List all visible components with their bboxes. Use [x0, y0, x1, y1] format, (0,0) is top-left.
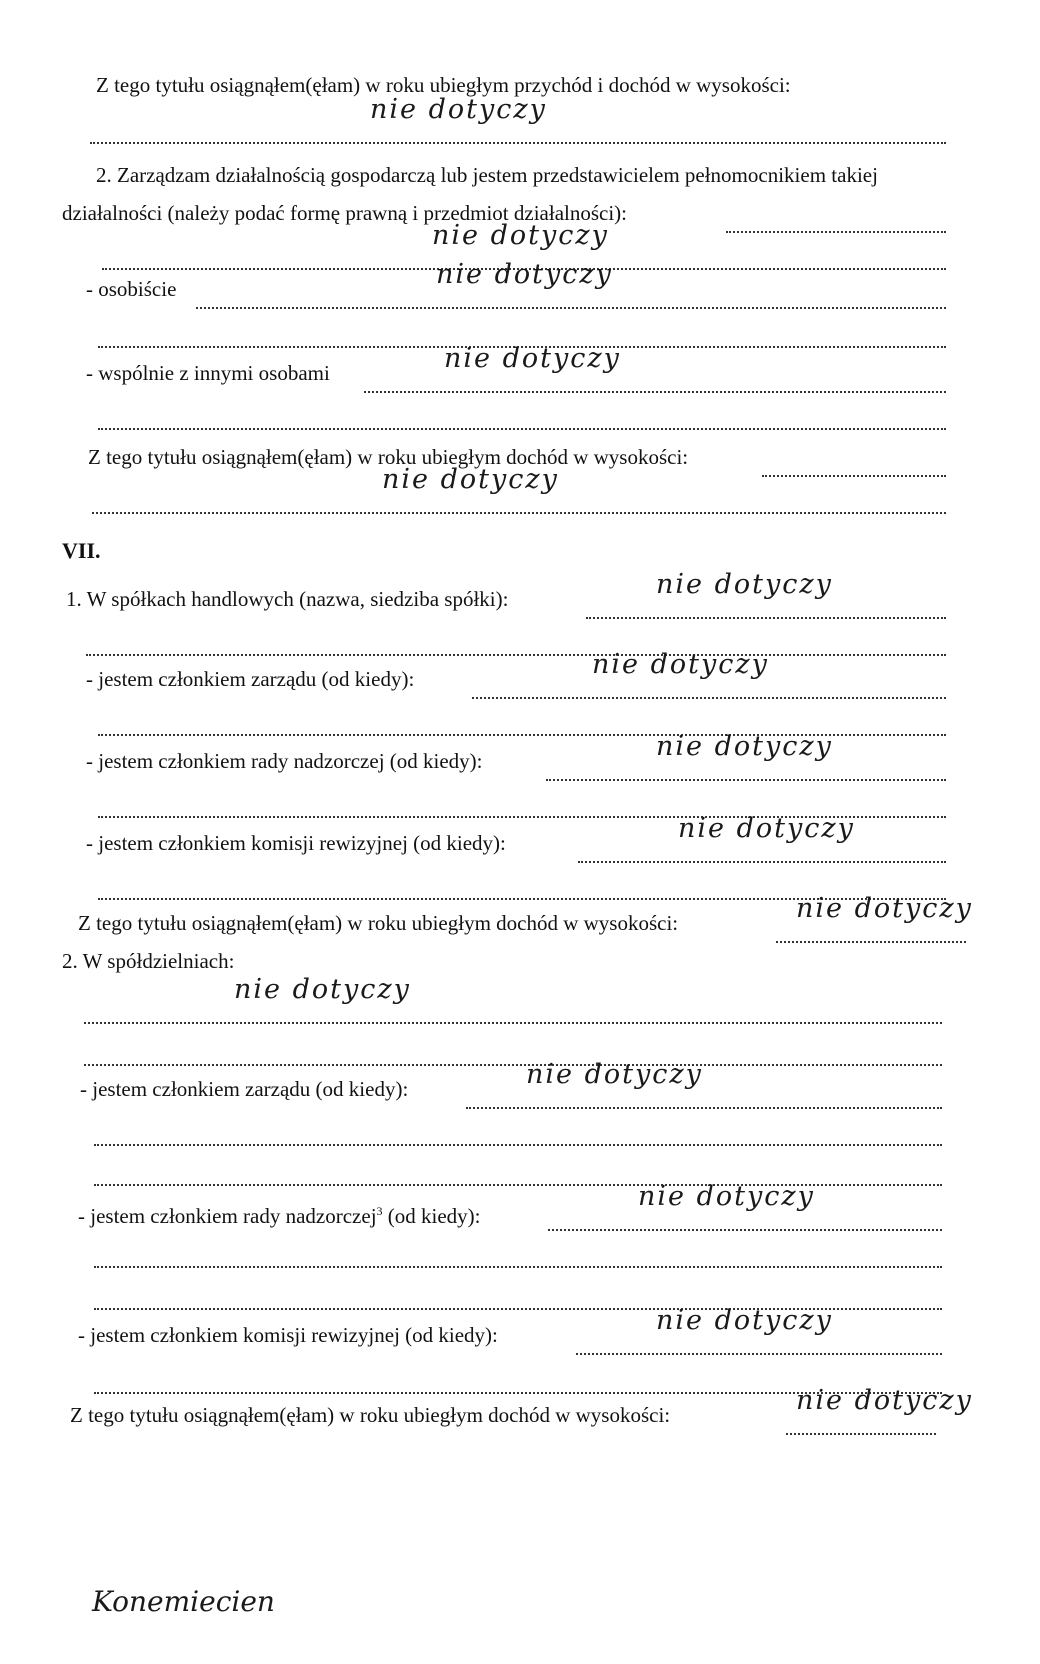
audit-committee-label: - jestem członkiem komisji rewizyjnej (od kiedy): — [86, 831, 506, 855]
handwritten-answer: nie dotyczy — [656, 1305, 833, 1336]
answer-field — [576, 1305, 942, 1355]
handwritten-answer: nie dotyczy — [656, 569, 833, 600]
section-heading: VII. — [62, 538, 101, 563]
handwritten-answer: nie dotyczy — [526, 1059, 703, 1090]
answer-field — [472, 649, 946, 699]
answer-field — [762, 449, 946, 477]
handwritten-answer: nie dotyczy — [592, 649, 769, 680]
business-activity-label-cont: działalności (należy podać formę prawną i przedmiot działalności): — [62, 201, 628, 225]
cooperatives-label: 2. W spółdzielniach: — [62, 949, 235, 973]
answer-field — [86, 628, 946, 656]
answer-field — [548, 1181, 942, 1231]
answer-field — [196, 259, 946, 309]
answer-field — [94, 1240, 942, 1268]
answer-field — [586, 569, 946, 619]
handwritten-answer: nie dotyczy — [444, 343, 621, 374]
answer-field — [364, 343, 946, 393]
answer-field — [84, 1038, 942, 1066]
audit-committee-label: - jestem członkiem komisji rewizyjnej (od kiedy): — [78, 1323, 498, 1347]
income-heading: Z tego tytułu osiągnąłem(ęłam) w roku ubiegłym dochód w wysokości: — [78, 911, 679, 935]
handwritten-answer: nie dotyczy — [234, 974, 411, 1005]
answer-field — [776, 893, 973, 943]
answer-field — [92, 464, 946, 514]
jointly-label: - wspólnie z innymi osobami — [86, 361, 330, 385]
business-activity-label: 2. Zarządzam działalnością gospodarczą lub jestem przedstawicielem pełnomocnikiem takiej — [96, 163, 878, 187]
answer-field — [84, 974, 942, 1024]
answer-field — [546, 731, 946, 781]
supervisory-board-label: - jestem członkiem rady nadzorczej (od kiedy): — [86, 749, 483, 773]
answer-field — [98, 402, 946, 430]
income-heading: Z tego tytułu osiągnąłem(ęłam) w roku ubiegłym przychód i dochód w wysokości: — [96, 73, 791, 97]
personally-label: - osobiście — [86, 277, 177, 301]
commercial-companies-label: 1. W spółkach handlowych (nazwa, siedziba spółki): — [66, 587, 509, 611]
handwritten-answer: nie dotyczy — [796, 1385, 973, 1416]
handwritten-answer: nie dotyczy — [436, 259, 613, 290]
income-heading: Z tego tytułu osiągnąłem(ęłam) w roku ubiegłym dochód w wysokości: — [70, 1403, 671, 1427]
answer-field — [726, 205, 946, 233]
answer-field — [466, 1059, 942, 1109]
income-heading: Z tego tytułu osiągnąłem(ęłam) w roku ubiegłym dochód w wysokości: — [88, 445, 689, 469]
handwritten-answer: nie dotyczy — [796, 893, 973, 924]
board-member-label: - jestem członkiem zarządu (od kiedy): — [80, 1077, 409, 1101]
answer-field — [578, 813, 946, 863]
handwritten-answer: nie dotyczy — [678, 813, 855, 844]
supervisory-board-label: - jestem członkiem rady nadzorczej$^3$ (od kiedy): — [78, 1204, 481, 1228]
handwritten-answer: nie dotyczy — [432, 220, 609, 251]
answer-field — [90, 94, 946, 144]
answer-field — [786, 1385, 973, 1435]
answer-field — [94, 1118, 942, 1146]
handwritten-answer: nie dotyczy — [382, 464, 559, 495]
handwritten-answer: nie dotyczy — [638, 1181, 815, 1212]
handwritten-answer: nie dotyczy — [370, 94, 547, 125]
handwritten-answer: nie dotyczy — [656, 731, 833, 762]
signature: Konemiecien — [92, 1585, 275, 1618]
board-member-label: - jestem członkiem zarządu (od kiedy): — [86, 667, 415, 691]
